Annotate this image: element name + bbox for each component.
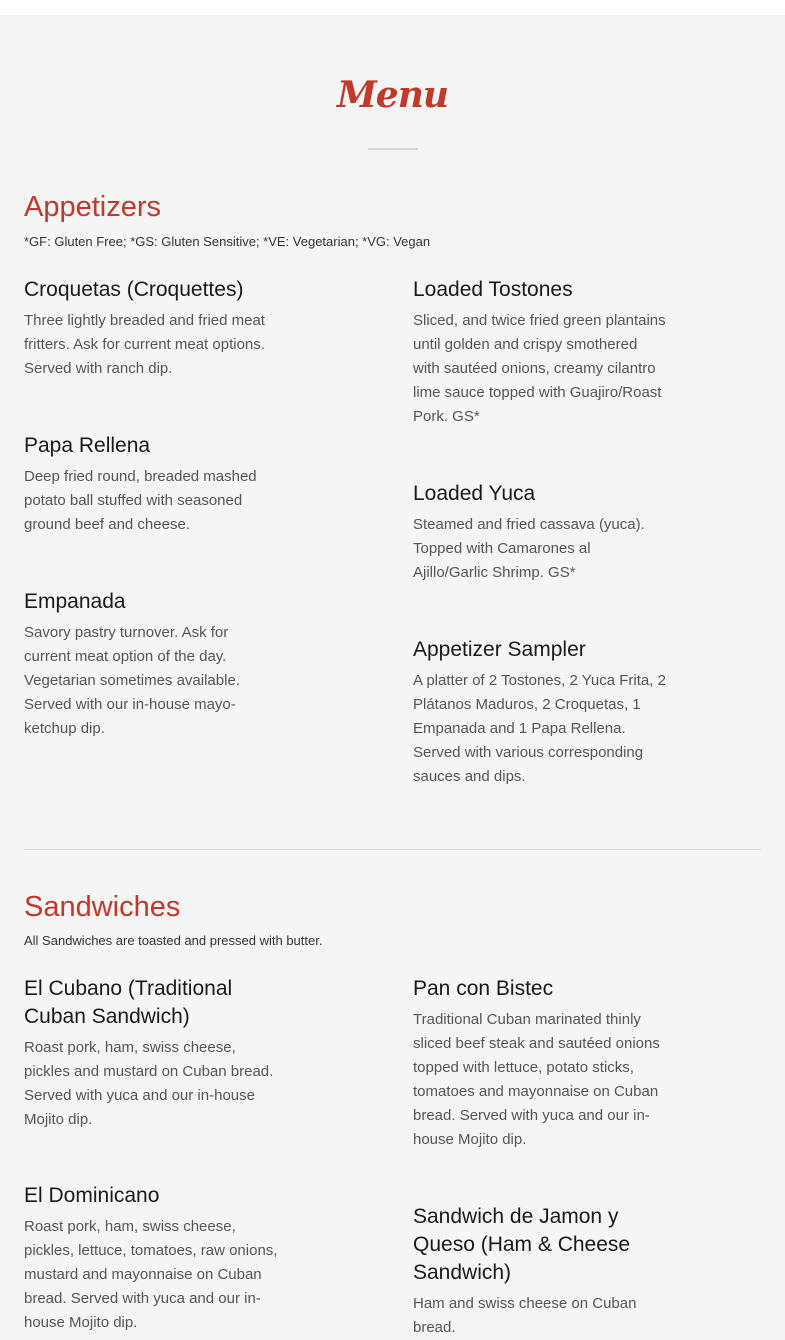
section-heading-appetizers: Appetizers [24, 191, 162, 223]
menu-item-name: Papa Rellena [24, 434, 151, 457]
sandwiches-note: All Sandwiches are toasted and pressed with butter. [24, 933, 323, 948]
menu-item-name: Appetizer Sampler [413, 638, 586, 661]
menu-item-name: Pan con Bistec [413, 977, 554, 1000]
menu-item-appetizer-sampler [413, 636, 668, 789]
menu-item-el-dominicano [24, 1182, 279, 1335]
menu-item-name: Loaded Yuca [413, 482, 536, 505]
menu-item-empanada [24, 588, 279, 741]
menu-item-name: El Dominicano [24, 1184, 160, 1207]
section-divider [24, 849, 761, 850]
menu-item-name: Loaded Tostones [413, 278, 573, 301]
menu-item-name: El Cubano (Traditional Cuban Sandwich) [24, 977, 233, 1028]
menu-item-description: Steamed and fried cassava (yuca). Topped with Camarones al Ajillo/Garlic Shrimp. GS* [413, 516, 645, 581]
menu-item-loaded-tostones [413, 276, 668, 429]
menu-item-croquetas [24, 276, 279, 381]
menu-item-description: Deep fried round, breaded mashed potato ball stuffed with seasoned ground beef and cheese. [24, 468, 257, 533]
menu-item-description: Three lightly breaded and fried meat fritters. Ask for current meat options. Served with ranch dip. [24, 312, 265, 377]
title-divider [368, 148, 418, 150]
menu-item-name: Sandwich de Jamon y Queso (Ham & Cheese Sandwich) [413, 1205, 631, 1284]
section-heading-sandwiches: Sandwiches [24, 891, 181, 923]
menu-item-papa-rellena [24, 432, 279, 537]
menu-item-description: Roast pork, ham, swiss cheese, pickles, lettuce, tomatoes, raw onions, mustard and mayonnaise on Cuban bread. Served with yuca and our in-house Mojito dip. [24, 1218, 278, 1331]
menu-item-loaded-yuca [413, 480, 668, 585]
menu-item-description: Ham and swiss cheese on Cuban bread. [413, 1295, 637, 1336]
menu-item-el-cubano [24, 975, 279, 1132]
menu-item-description: Traditional Cuban marinated thinly sliced beef steak and sautéed onions topped with lettuce, potato sticks, tomatoes and mayonnaise on Cuban bread. Served with yuca and our in-house Mojito dip. [413, 1011, 660, 1148]
menu-item-name: Croquetas (Croquettes) [24, 278, 244, 301]
menu-item-description: Sliced, and twice fried green plantains until golden and crispy smothered with sautéed onions, creamy cilantro lime sauce topped with Guajiro/Roast Pork. GS* [413, 312, 666, 425]
appetizers-dietary-note: *GF: Gluten Free; *GS: Gluten Sensitive; *VE: Vegetarian; *VG: Vegan [24, 234, 431, 249]
menu-item-pan-con-bistec [413, 975, 668, 1152]
menu-item-description: Savory pastry turnover. Ask for current meat option of the day. Vegetarian sometimes available. Served with our in-house mayo-ketchup dip. [24, 624, 240, 737]
menu-item-description: A platter of 2 Tostones, 2 Yuca Frita, 2 Plátanos Maduros, 2 Croquetas, 1 Empanada and 1 Papa Rellena. Served with various corresponding sauces and dips. [413, 672, 666, 785]
menu-item-jamon-y-queso [413, 1203, 668, 1340]
top-bar [0, 0, 785, 15]
page-title: Menu [336, 74, 449, 116]
menu-item-description: Roast pork, ham, swiss cheese, pickles and mustard on Cuban bread. Served with yuca and our in-house Mojito dip. [24, 1039, 274, 1128]
menu-item-name: Empanada [24, 590, 126, 613]
